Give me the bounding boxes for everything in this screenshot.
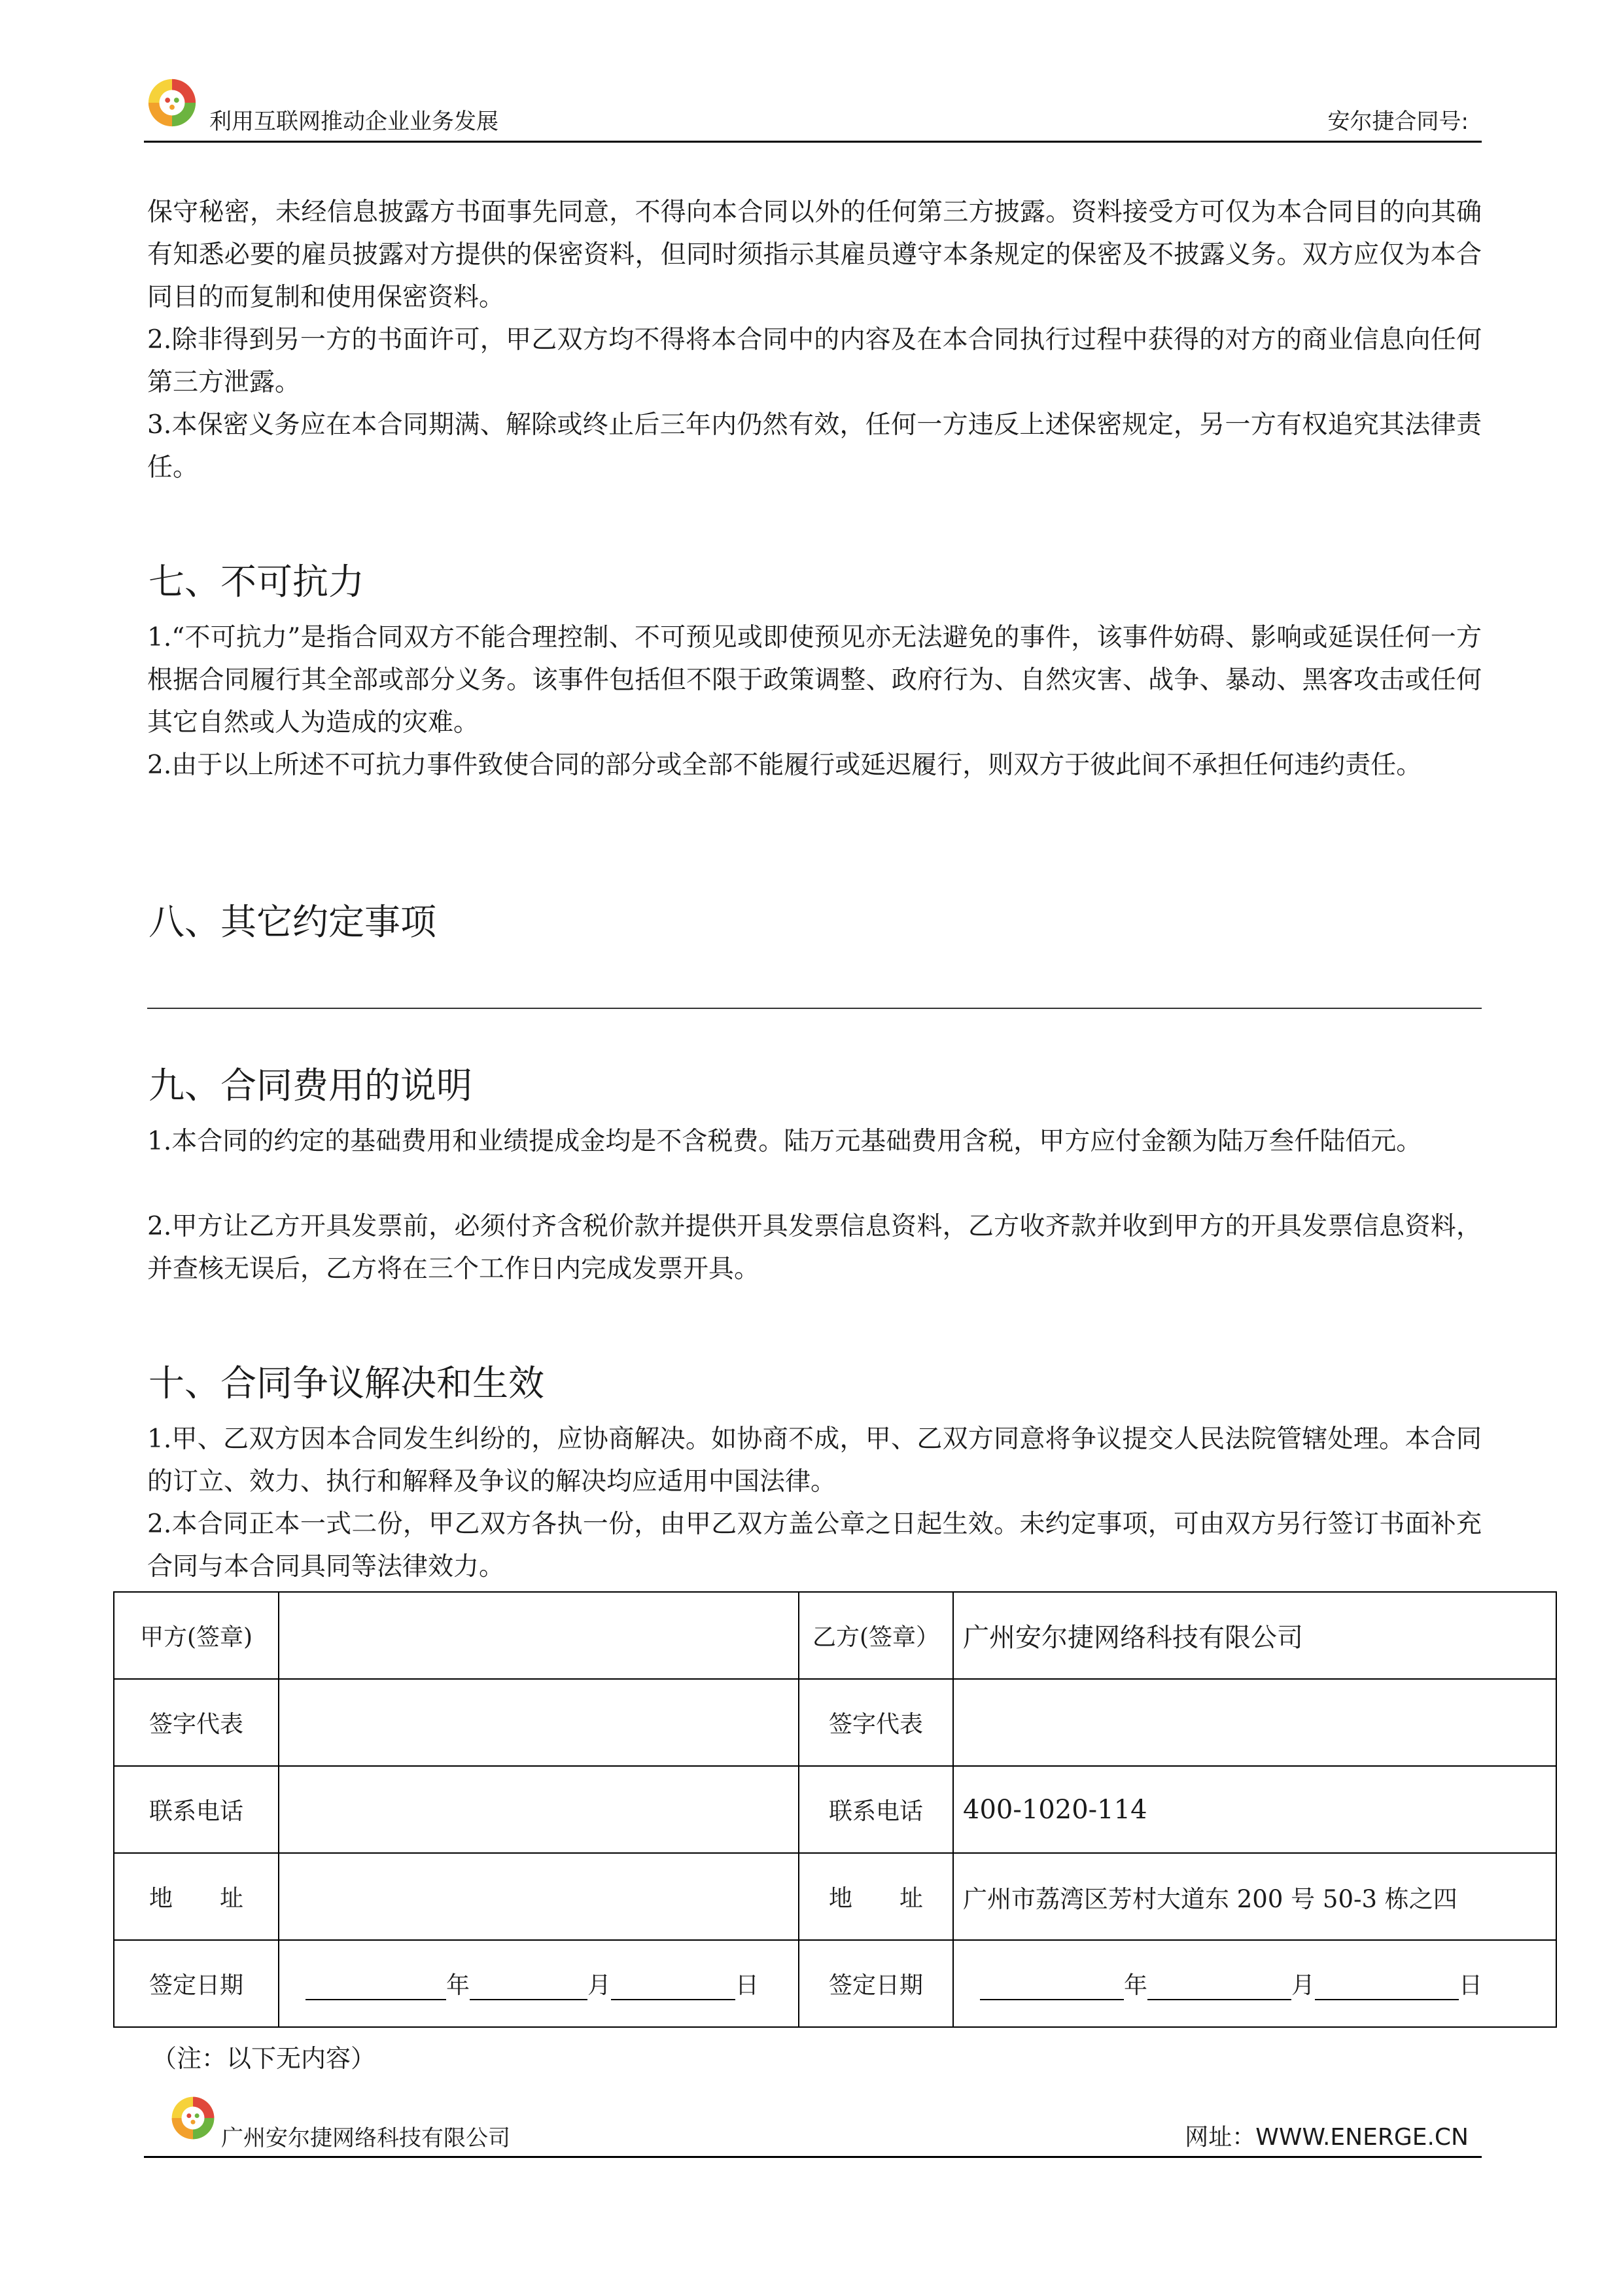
disputes-paragraph-1: 1.甲、乙双方因本合同发生纠纷的，应协商解决。如协商不成，甲、乙双方同意将争议提交人民法院管辖处理。本合同的订立、效力、执行和解释及争议的解决均应适用中国法律。: [147, 1424, 1482, 1496]
year-label: 年: [1124, 1972, 1148, 1999]
party-b-address: 广州市荔湾区芳村大道东 200 号 50-3 栋之四: [953, 1853, 1556, 1940]
party-a-date-field[interactable]: [279, 1940, 799, 2027]
month-blank[interactable]: [1147, 1975, 1291, 2000]
month-label: 月: [1291, 1972, 1316, 1999]
year-blank[interactable]: [305, 1975, 446, 2000]
other-terms-fill-line: [147, 1008, 1482, 1009]
party-a-phone-field[interactable]: [279, 1766, 799, 1853]
force-majeure-paragraph-1: 1.“不可抗力”是指合同双方不能合理控制、不可预见或即使预见亦无法避免的事件，该事件妨碍、影响或延误任何一方根据合同履行其全部或部分义务。该事件包括但不限于政策调整、政府行为、自然灾害、战争、暴动、黑客攻击或任何其它自然或人为造成的灾难。: [147, 623, 1482, 737]
day-label: 日: [735, 1972, 759, 1999]
party-a-date-label: 签定日期: [114, 1940, 279, 2027]
header-slogan: 利用互联网推动企业业务发展: [209, 109, 498, 135]
party-b-name: 广州安尔捷网络科技有限公司: [953, 1592, 1556, 1679]
page-header: [144, 72, 1482, 143]
section-heading-disputes: 十、合同争议解决和生效: [148, 1362, 545, 1404]
day-blank[interactable]: [611, 1975, 735, 2000]
party-b-label: 乙方(签章）: [799, 1592, 953, 1679]
contract-number-label: 安尔捷合同号:: [1327, 109, 1469, 135]
confidentiality-paragraph-3: 3.本保密义务应在本合同期满、解除或终止后三年内仍然有效，任何一方违反上述保密规定，另一方有权追究其法律责任。: [147, 410, 1482, 482]
party-b-date-label: 签定日期: [799, 1940, 953, 2027]
company-logo-icon: [170, 2095, 216, 2141]
party-b-phone-label: 联系电话: [799, 1766, 953, 1853]
month-blank[interactable]: [470, 1975, 587, 2000]
table-row: [114, 1940, 1556, 2027]
party-a-rep-label: 签字代表: [114, 1679, 279, 1766]
section-heading-other-terms: 八、其它约定事项: [148, 901, 437, 943]
table-row: [114, 1592, 1556, 1679]
table-row: [114, 1679, 1556, 1766]
party-b-phone: 400-1020-114: [953, 1766, 1556, 1853]
day-label: 日: [1459, 1972, 1483, 1999]
footer-company-name: 广州安尔捷网络科技有限公司: [221, 2125, 510, 2151]
year-blank[interactable]: [980, 1975, 1124, 2000]
page-footer: [144, 2087, 1482, 2158]
party-b-rep-label: 签字代表: [799, 1679, 953, 1766]
party-a-address-field[interactable]: [279, 1853, 799, 1940]
end-note: （注：以下无内容）: [152, 2044, 376, 2073]
confidentiality-paragraph-2: 2.除非得到另一方的书面许可，甲乙双方均不得将本合同中的内容及在本合同执行过程中获得的对方的商业信息向任何第三方泄露。: [147, 325, 1482, 397]
party-a-phone-label: 联系电话: [114, 1766, 279, 1853]
month-label: 月: [587, 1972, 612, 1999]
section-heading-fees: 九、合同费用的说明: [148, 1065, 473, 1106]
disputes-paragraph-2: 2.本合同正本一式二份，甲乙双方各执一份，由甲乙双方盖公章之日起生效。未约定事项，可由双方另行签订书面补充合同与本合同具同等法律效力。: [147, 1510, 1482, 1581]
force-majeure-paragraph-2: 2.由于以上所述不可抗力事件致使合同的部分或全部不能履行或延迟履行，则双方于彼此间不承担任何违约责任。: [147, 751, 1422, 780]
party-b-date-field[interactable]: [953, 1940, 1556, 2027]
section-heading-force-majeure: 七、不可抗力: [148, 561, 365, 603]
party-a-address-label: 地 址: [114, 1853, 279, 1940]
year-label: 年: [446, 1972, 470, 1999]
party-b-address-label: 地 址: [799, 1853, 953, 1940]
table-row: [114, 1853, 1556, 1940]
table-row: [114, 1766, 1556, 1853]
party-a-label: 甲方(签章): [114, 1592, 279, 1679]
company-logo-icon: [147, 77, 198, 128]
signature-table: [113, 1591, 1557, 2028]
footer-website: 网址：WWW.ENERGE.CN: [1185, 2124, 1469, 2151]
confidentiality-paragraph-1: 保守秘密，未经信息披露方书面事先同意，不得向本合同以外的任何第三方披露。资料接受方可仅为本合同目的向其确有知悉必要的雇员披露对方提供的保密资料，但同时须指示其雇员遵守本条规定的保密及不披露义务。双方应仅为本合同目的而复制和使用保密资料。: [147, 198, 1482, 312]
party-a-rep-field[interactable]: [279, 1679, 799, 1766]
party-a-seal-field[interactable]: [279, 1592, 799, 1679]
day-blank[interactable]: [1315, 1975, 1459, 2000]
party-b-rep-field[interactable]: [953, 1679, 1556, 1766]
fees-paragraph-2: 2.甲方让乙方开具发票前，必须付齐含税价款并提供开具发票信息资料，乙方收齐款并收到甲方的开具发票信息资料，并查核无误后，乙方将在三个工作日内完成发票开具。: [147, 1212, 1482, 1284]
fees-paragraph-1: 1.本合同的约定的基础费用和业绩提成金均是不含税费。陆万元基础费用含税，甲方应付金额为陆万叁仟陆佰元。: [147, 1127, 1422, 1156]
